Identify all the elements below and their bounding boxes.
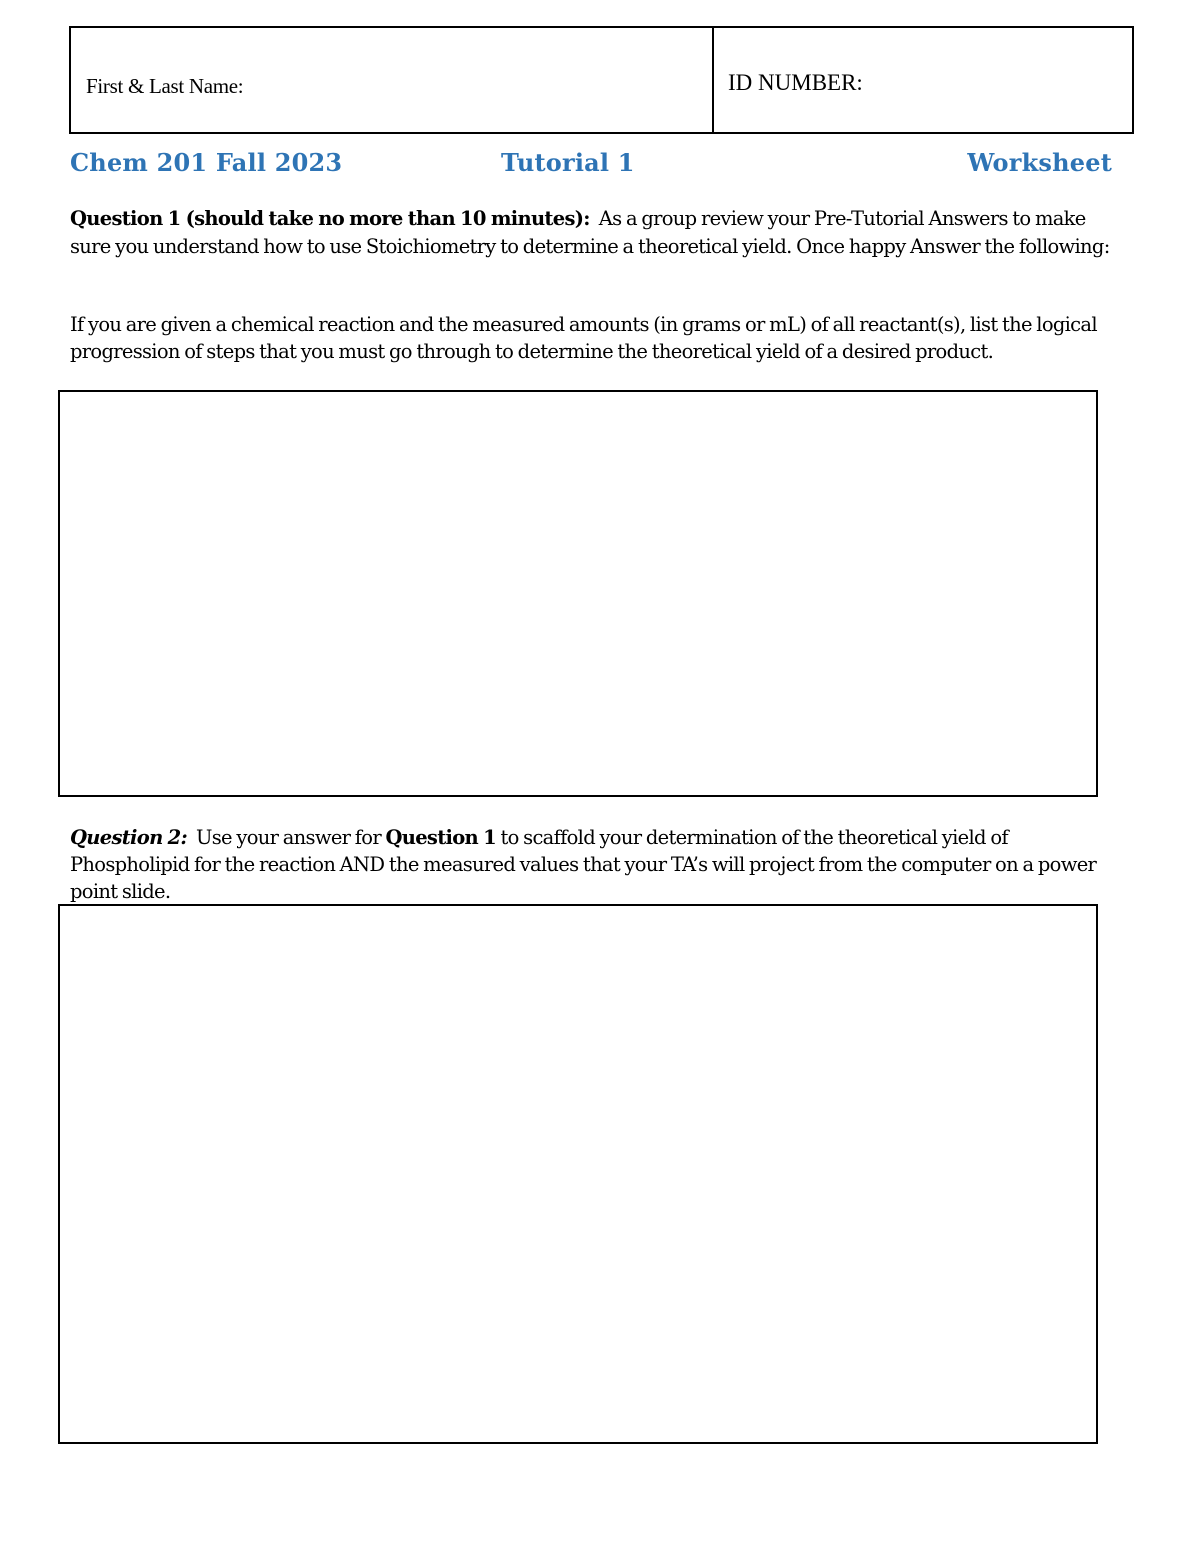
question-1-heading: Question 1 (should take no more than 10 minutes): bbox=[70, 207, 590, 230]
course-title: Chem 201 Fall 2023 bbox=[70, 148, 343, 177]
student-info-table bbox=[69, 26, 1134, 134]
question-2-reference: Question 1 bbox=[385, 826, 496, 849]
question-1-prompt: If you are given a chemical reaction and the measured amounts (in grams or mL) of all reactant(s), list the logical progression of steps that you must go through to determine the theoretical yield of a desired product. bbox=[70, 313, 1097, 363]
question-1-answer-box[interactable] bbox=[58, 390, 1098, 797]
question-1-intro-text: As a group review your Pre-Tutorial Answers to make sure you understand how to use Stoichiometry to determine a theoretical yield. Once happy Answer the following: bbox=[70, 207, 1110, 258]
question-2-intro bbox=[70, 824, 1130, 905]
question-1-intro bbox=[70, 205, 1130, 261]
question-2-text-before: Use your answer for bbox=[196, 826, 381, 849]
name-label: First & Last Name: bbox=[86, 74, 244, 98]
id-number-cell[interactable] bbox=[714, 28, 1132, 132]
question-2-heading: Question 2: bbox=[70, 826, 188, 849]
question-2-answer-box[interactable] bbox=[58, 904, 1098, 1444]
tutorial-title: Tutorial 1 bbox=[501, 148, 635, 177]
document-type: Worksheet bbox=[967, 148, 1112, 177]
name-cell[interactable] bbox=[71, 28, 714, 132]
question-2-text-after: to scaffold your determination of the theoretical yield of Phospholipid for the reaction AND the measured values that your TA’s will project from the computer on a power point slide. bbox=[70, 826, 1097, 903]
id-number-label: ID NUMBER: bbox=[728, 70, 863, 95]
